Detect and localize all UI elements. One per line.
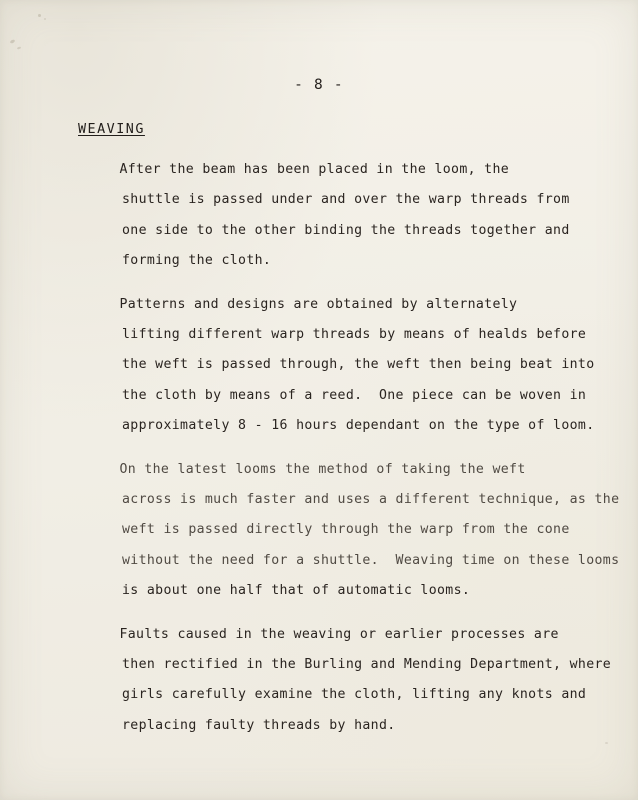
text-line: replacing faulty threads by hand. [122, 717, 396, 733]
paper-speck-icon [605, 742, 608, 744]
paper-speck-icon [17, 46, 21, 49]
text-line: the cloth by means of a reed. One piece can be woven in [122, 387, 587, 403]
text-line: After the beam has been placed in the loom, the [78, 162, 510, 178]
text-line: On the latest looms the method of taking the weft [78, 462, 526, 478]
paragraph-2 [78, 290, 595, 441]
text-line: without the need for a shuttle. Weaving time on these looms [122, 552, 620, 568]
paragraph-4 [78, 620, 612, 741]
paper-speck-icon [10, 39, 16, 44]
text-line: girls carefully examine the cloth, lifting any knots and [122, 687, 587, 703]
text-line: is about one half that of automatic looms. [122, 582, 471, 598]
text-line: Patterns and designs are obtained by alternately [78, 297, 518, 313]
text-line: one side to the other binding the threads together and [122, 222, 570, 238]
text-line: approximately 8 - 16 hours dependant on the type of loom. [122, 417, 595, 433]
document-body [78, 115, 620, 755]
paper-speck-icon [44, 18, 46, 20]
paragraph-3 [78, 455, 620, 606]
text-line: weft is passed directly through the warp from the cone [122, 522, 570, 538]
text-line: forming the cloth. [122, 252, 272, 268]
text-line: the weft is passed through, the weft then being beat into [122, 357, 595, 373]
paper-speck-icon [38, 14, 41, 17]
text-line: lifting different warp threads by means of healds before [122, 327, 587, 343]
text-line: across is much faster and uses a different technique, as the [122, 492, 620, 508]
page-number: - 8 - [294, 77, 344, 93]
text-line: Faults caused in the weaving or earlier processes are [78, 627, 559, 643]
text-line: then rectified in the Burling and Mending Department, where [122, 657, 612, 673]
section-heading: WEAVING [78, 122, 145, 137]
text-line: shuttle is passed under and over the warp threads from [122, 192, 570, 208]
paragraph-1 [78, 155, 570, 276]
